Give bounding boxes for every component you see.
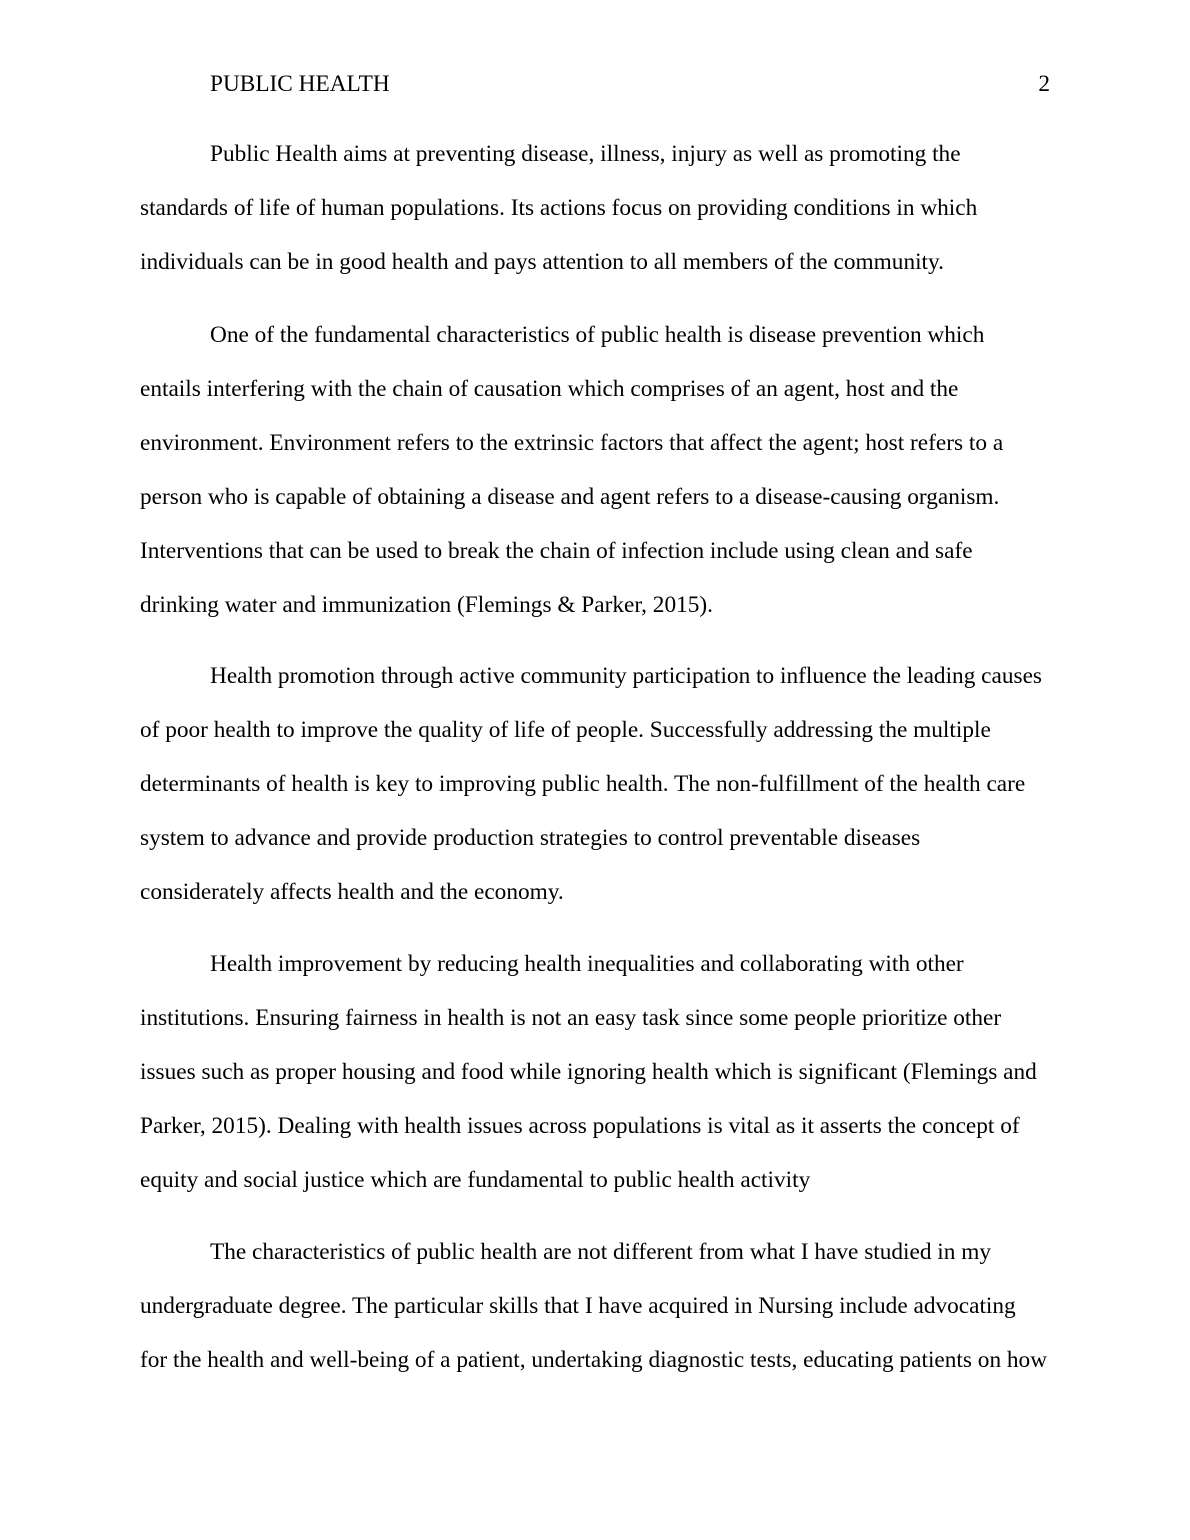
text-line: standards of life of human populations. Its actions focus on providing conditions in which <box>140 195 978 221</box>
text-line: system to advance and provide production strategies to control preventable diseases <box>140 825 921 851</box>
paragraph <box>140 308 1055 632</box>
text-line: equity and social justice which are fundamental to public health activity <box>140 1167 811 1193</box>
text-line: environment. Environment refers to the extrinsic factors that affect the agent; host refers to a <box>140 430 1004 456</box>
paragraph <box>140 127 1055 289</box>
text-line: Health improvement by reducing health inequalities and collaborating with other <box>210 951 964 977</box>
text-line: Interventions that can be used to break the chain of infection include using clean and safe <box>140 538 973 564</box>
text-line: One of the fundamental characteristics of public health is disease prevention which <box>210 322 985 348</box>
paragraph <box>140 649 1055 919</box>
text-line: Public Health aims at preventing disease, illness, injury as well as promoting the <box>210 141 961 167</box>
text-line: individuals can be in good health and pays attention to all members of the community. <box>140 249 944 275</box>
text-line: for the health and well-being of a patient, undertaking diagnostic tests, educating patients on how <box>140 1347 1048 1373</box>
text-line: institutions. Ensuring fairness in health is not an easy task since some people prioritize other <box>140 1005 1002 1031</box>
text-line: Parker, 2015). Dealing with health issues across populations is vital as it asserts the concept of <box>140 1113 1020 1139</box>
text-line: Health promotion through active community participation to influence the leading causes <box>210 663 1042 689</box>
text-line: The characteristics of public health are not different from what I have studied in my <box>210 1239 992 1265</box>
paragraph <box>140 937 1055 1207</box>
text-line: entails interfering with the chain of causation which comprises of an agent, host and the <box>140 376 959 402</box>
text-line: determinants of health is key to improving public health. The non-fulfillment of the health care <box>140 771 1026 797</box>
text-line: of poor health to improve the quality of life of people. Successfully addressing the multiple <box>140 717 991 743</box>
paragraph <box>140 1225 1055 1387</box>
text-line: considerately affects health and the economy. <box>140 879 564 905</box>
text-line: drinking water and immunization (Flemings & Parker, 2015). <box>140 592 713 618</box>
page-number: 2 <box>1038 71 1050 97</box>
text-line: undergraduate degree. The particular skills that I have acquired in Nursing include advocating <box>140 1293 1016 1319</box>
running-head: PUBLIC HEALTH <box>210 71 390 97</box>
text-line: issues such as proper housing and food while ignoring health which is significant (Flemings and <box>140 1059 1037 1085</box>
text-line: person who is capable of obtaining a disease and agent refers to a disease-causing organism. <box>140 484 1000 510</box>
